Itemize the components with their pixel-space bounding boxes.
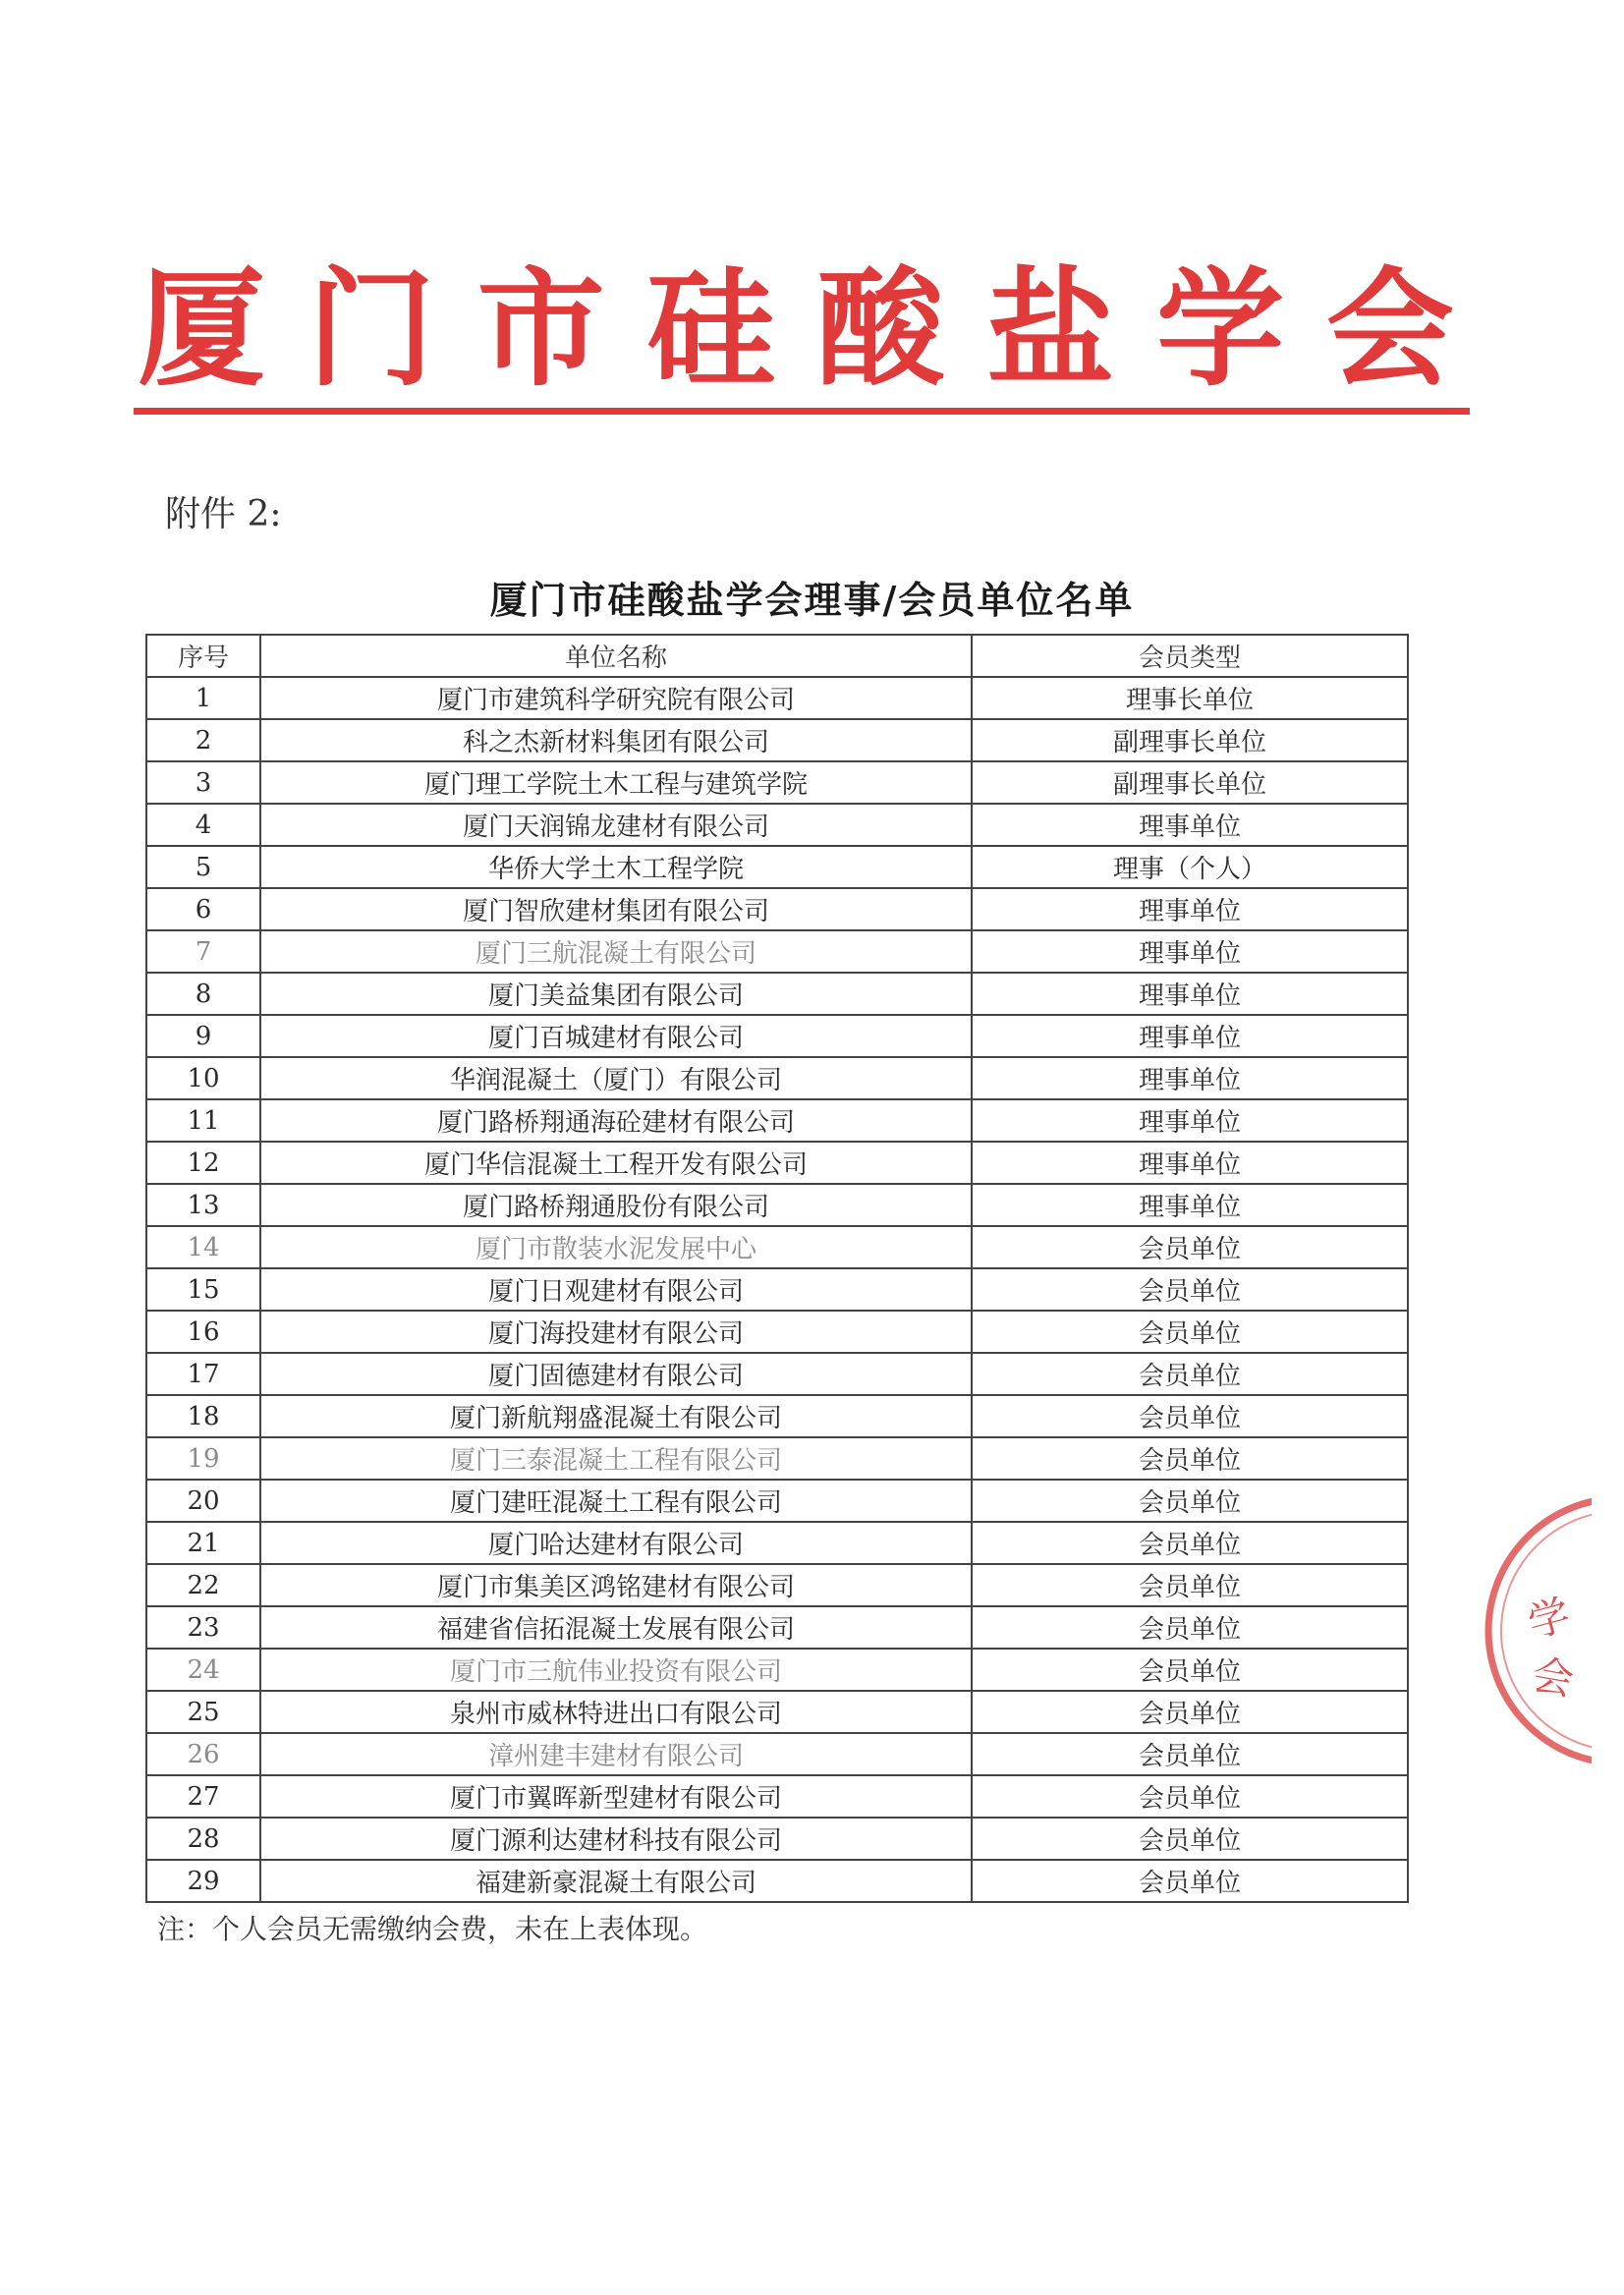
table-row <box>146 1733 1408 1775</box>
member-type: 会员单位 <box>972 1353 1408 1395</box>
row-number: 2 <box>146 719 260 761</box>
unit-name: 厦门固德建材有限公司 <box>260 1353 972 1395</box>
unit-name: 厦门天润锦龙建材有限公司 <box>260 804 972 846</box>
row-number: 25 <box>146 1691 260 1733</box>
unit-name: 华侨大学土木工程学院 <box>260 846 972 888</box>
table-row <box>146 1606 1408 1649</box>
unit-name: 厦门百城建材有限公司 <box>260 1015 972 1057</box>
row-number: 10 <box>146 1057 260 1099</box>
unit-name: 厦门新航翔盛混凝土有限公司 <box>260 1395 972 1437</box>
row-number: 18 <box>146 1395 260 1437</box>
unit-name: 厦门三航混凝土有限公司 <box>260 930 972 973</box>
row-number: 21 <box>146 1522 260 1564</box>
row-number: 27 <box>146 1775 260 1818</box>
unit-name: 漳州建丰建材有限公司 <box>260 1733 972 1775</box>
row-number: 28 <box>146 1818 260 1860</box>
table-row <box>146 1311 1408 1353</box>
member-type: 会员单位 <box>972 1311 1408 1353</box>
member-type: 会员单位 <box>972 1606 1408 1649</box>
member-type: 会员单位 <box>972 1775 1408 1818</box>
row-number: 22 <box>146 1564 260 1606</box>
table-row <box>146 1775 1408 1818</box>
document-title: 厦门市硅酸盐学会理事/会员单位名单 <box>489 578 1135 622</box>
row-number: 13 <box>146 1184 260 1226</box>
member-type: 理事单位 <box>972 1184 1408 1226</box>
seal-char: 学 <box>1523 1590 1576 1648</box>
row-number: 7 <box>146 930 260 973</box>
row-number: 26 <box>146 1733 260 1775</box>
table-row <box>146 1184 1408 1226</box>
table-row <box>146 804 1408 846</box>
table-row <box>146 1860 1408 1902</box>
letterhead-char: 酸 <box>816 254 945 404</box>
unit-name: 科之杰新材料集团有限公司 <box>260 719 972 761</box>
member-type: 理事单位 <box>972 1142 1408 1184</box>
letterhead-rule <box>134 408 1470 415</box>
unit-name: 厦门海投建材有限公司 <box>260 1311 972 1353</box>
letterhead-char: 会 <box>1325 254 1454 404</box>
member-type: 理事单位 <box>972 930 1408 973</box>
table-row <box>146 1480 1408 1522</box>
letterhead-char: 厦 <box>138 254 266 404</box>
row-number: 9 <box>146 1015 260 1057</box>
table-row <box>146 1226 1408 1268</box>
unit-name: 厦门市集美区鸿铭建材有限公司 <box>260 1564 972 1606</box>
unit-name: 厦门理工学院土木工程与建筑学院 <box>260 761 972 804</box>
row-number: 14 <box>146 1226 260 1268</box>
member-type: 副理事长单位 <box>972 719 1408 761</box>
official-seal <box>1395 1483 1592 1778</box>
member-type: 理事（个人） <box>972 846 1408 888</box>
unit-name: 泉州市威林特进出口有限公司 <box>260 1691 972 1733</box>
unit-name: 厦门市翼晖新型建材有限公司 <box>260 1775 972 1818</box>
row-number: 19 <box>146 1437 260 1480</box>
member-type: 理事单位 <box>972 1057 1408 1099</box>
header-no: 序号 <box>146 635 260 677</box>
table-row <box>146 973 1408 1015</box>
table-row <box>146 1691 1408 1733</box>
table-row <box>146 1057 1408 1099</box>
unit-name: 厦门哈达建材有限公司 <box>260 1522 972 1564</box>
table-row <box>146 1353 1408 1395</box>
table-row <box>146 761 1408 804</box>
unit-name: 厦门路桥翔通海砼建材有限公司 <box>260 1099 972 1142</box>
member-type: 会员单位 <box>972 1522 1408 1564</box>
member-type: 会员单位 <box>972 1564 1408 1606</box>
member-table <box>145 634 1409 1903</box>
row-number: 20 <box>146 1480 260 1522</box>
unit-name: 厦门市建筑科学研究院有限公司 <box>260 677 972 719</box>
table-header-row <box>146 635 1408 677</box>
table-row <box>146 1015 1408 1057</box>
row-number: 24 <box>146 1649 260 1691</box>
letterhead-char: 硅 <box>646 254 775 404</box>
row-number: 1 <box>146 677 260 719</box>
table-row <box>146 930 1408 973</box>
member-type: 副理事长单位 <box>972 761 1408 804</box>
unit-name: 厦门三泰混凝土工程有限公司 <box>260 1437 972 1480</box>
member-type: 会员单位 <box>972 1480 1408 1522</box>
unit-name: 厦门智欣建材集团有限公司 <box>260 888 972 930</box>
row-number: 3 <box>146 761 260 804</box>
table-row <box>146 1395 1408 1437</box>
table-row <box>146 1649 1408 1691</box>
unit-name: 厦门源利达建材科技有限公司 <box>260 1818 972 1860</box>
row-number: 5 <box>146 846 260 888</box>
table-row <box>146 846 1408 888</box>
unit-name: 厦门日观建材有限公司 <box>260 1268 972 1311</box>
letterhead-char: 门 <box>307 254 435 404</box>
member-type: 理事单位 <box>972 888 1408 930</box>
unit-name: 厦门建旺混凝土工程有限公司 <box>260 1480 972 1522</box>
table-row <box>146 1142 1408 1184</box>
table-row <box>146 1437 1408 1480</box>
member-type: 理事单位 <box>972 1015 1408 1057</box>
member-type: 会员单位 <box>972 1268 1408 1311</box>
row-number: 12 <box>146 1142 260 1184</box>
table-row <box>146 1818 1408 1860</box>
member-type: 会员单位 <box>972 1649 1408 1691</box>
row-number: 17 <box>146 1353 260 1395</box>
unit-name: 厦门路桥翔通股份有限公司 <box>260 1184 972 1226</box>
row-number: 23 <box>146 1606 260 1649</box>
member-type: 会员单位 <box>972 1691 1408 1733</box>
table-row <box>146 1564 1408 1606</box>
table-row <box>146 1099 1408 1142</box>
letterhead-char: 市 <box>476 254 605 404</box>
member-type: 理事单位 <box>972 973 1408 1015</box>
table-row <box>146 888 1408 930</box>
table-row <box>146 1268 1408 1311</box>
header-type: 会员类型 <box>972 635 1408 677</box>
letterhead-title <box>138 251 1454 408</box>
row-number: 29 <box>146 1860 260 1902</box>
member-type: 会员单位 <box>972 1733 1408 1775</box>
footnote: 注：个人会员无需缴纳会费，未在上表体现。 <box>157 1913 708 1945</box>
row-number: 16 <box>146 1311 260 1353</box>
letterhead-char: 学 <box>1156 254 1285 404</box>
table-row <box>146 677 1408 719</box>
table-row <box>146 1522 1408 1564</box>
unit-name: 厦门市三航伟业投资有限公司 <box>260 1649 972 1691</box>
letterhead-char: 盐 <box>986 254 1115 404</box>
unit-name: 福建新豪混凝土有限公司 <box>260 1860 972 1902</box>
unit-name: 厦门市散装水泥发展中心 <box>260 1226 972 1268</box>
unit-name: 厦门美益集团有限公司 <box>260 973 972 1015</box>
attachment-label: 附件 2: <box>165 494 282 534</box>
unit-name: 厦门华信混凝土工程开发有限公司 <box>260 1142 972 1184</box>
row-number: 15 <box>146 1268 260 1311</box>
row-number: 4 <box>146 804 260 846</box>
member-type: 理事长单位 <box>972 677 1408 719</box>
member-type: 会员单位 <box>972 1395 1408 1437</box>
row-number: 8 <box>146 973 260 1015</box>
row-number: 6 <box>146 888 260 930</box>
member-type: 理事单位 <box>972 804 1408 846</box>
member-type: 理事单位 <box>972 1099 1408 1142</box>
member-type: 会员单位 <box>972 1860 1408 1902</box>
table-row <box>146 719 1408 761</box>
member-type: 会员单位 <box>972 1437 1408 1480</box>
member-type: 会员单位 <box>972 1226 1408 1268</box>
unit-name: 华润混凝土（厦门）有限公司 <box>260 1057 972 1099</box>
header-name: 单位名称 <box>260 635 972 677</box>
row-number: 11 <box>146 1099 260 1142</box>
seal-char: 会 <box>1528 1650 1578 1706</box>
member-type: 会员单位 <box>972 1818 1408 1860</box>
unit-name: 福建省信拓混凝土发展有限公司 <box>260 1606 972 1649</box>
